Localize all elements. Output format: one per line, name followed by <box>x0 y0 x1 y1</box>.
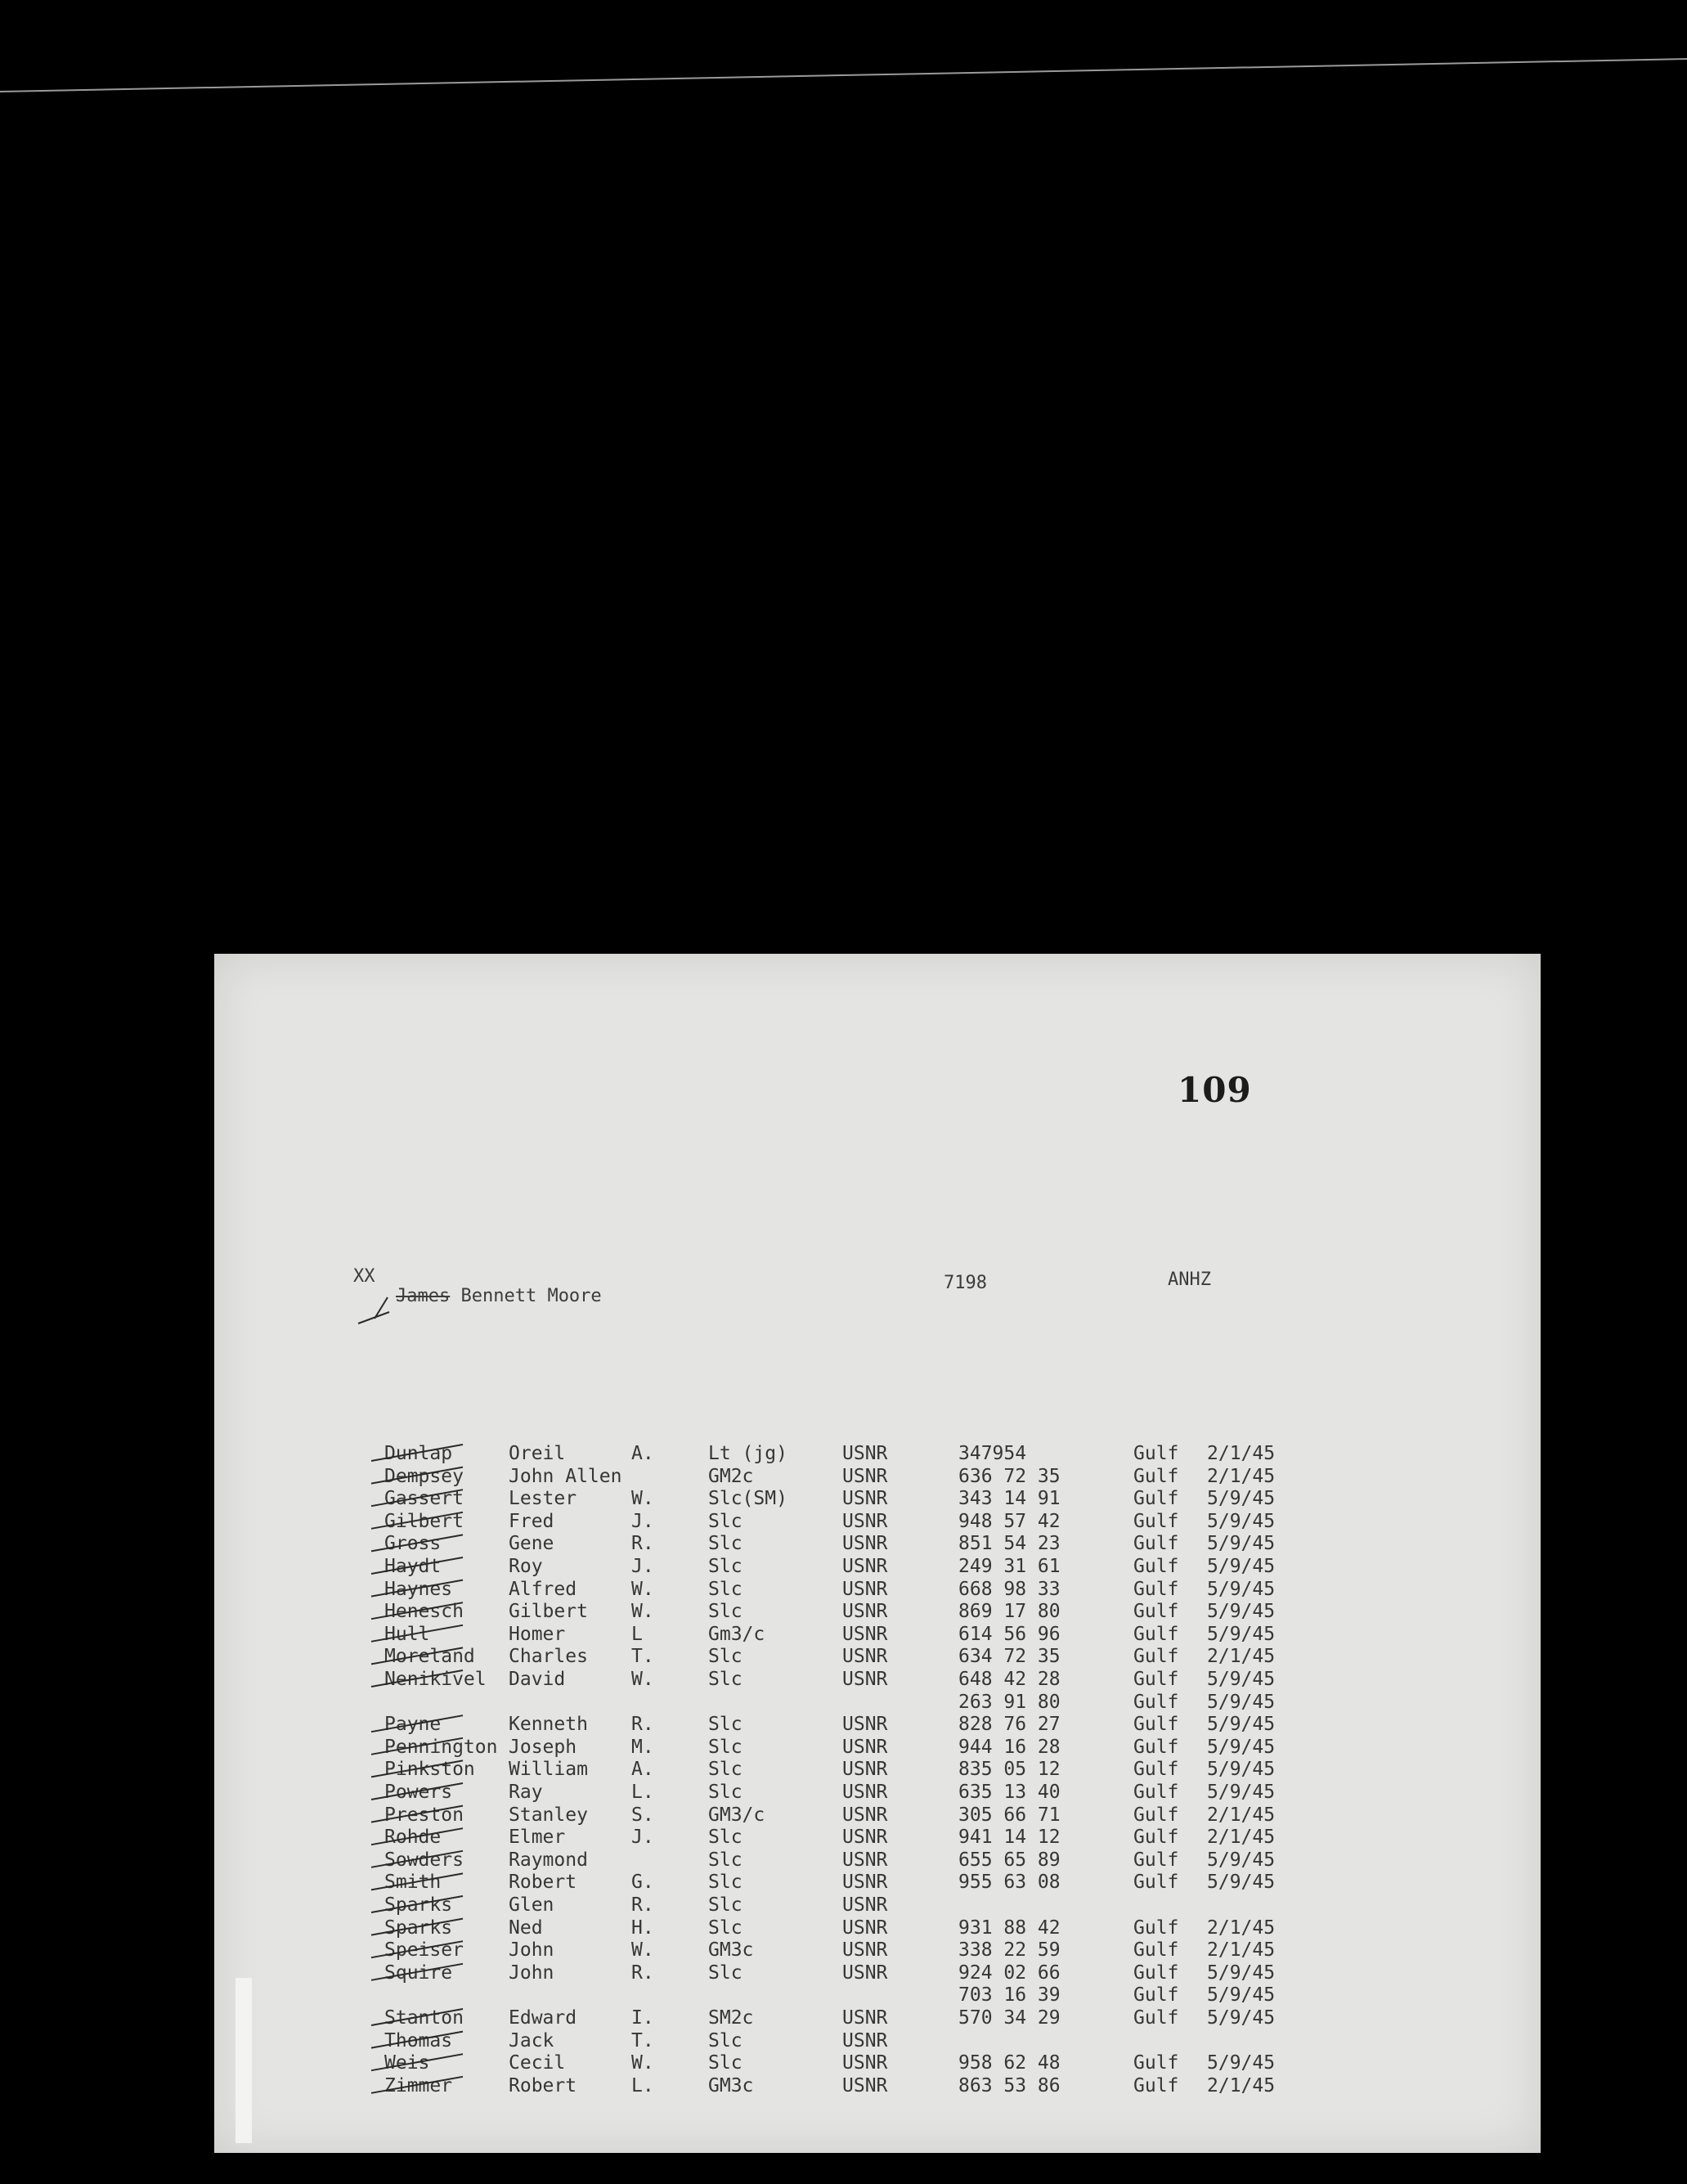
cell-rate: GM3c <box>708 1939 754 1962</box>
cell-surname: Gilbert <box>384 1510 464 1532</box>
cell-service: USNR <box>842 1601 888 1623</box>
cell-initial: S. <box>631 1804 654 1826</box>
cell-surname: Smith <box>384 1872 442 1894</box>
header-name-struck: James <box>396 1286 451 1306</box>
cell-first-name: David <box>509 1669 566 1690</box>
cell-initial: T. <box>631 2029 654 2051</box>
cell-date: 5/9/45 <box>1207 1533 1276 1555</box>
cell-initial: A. <box>631 1759 654 1781</box>
cell-rate: Slc <box>708 2052 743 2074</box>
cell-first-name: Alfred <box>509 1578 577 1600</box>
cell-service-number: 636 72 35 <box>958 1465 1061 1487</box>
cell-initial: W. <box>631 1578 654 1600</box>
cell-service-number: 869 17 80 <box>958 1601 1061 1623</box>
cell-surname: Preston <box>384 1804 464 1826</box>
cell-location: Gulf <box>1133 1714 1179 1736</box>
cell-rate: Slc <box>708 1646 743 1668</box>
cell-rate: Slc <box>708 2029 743 2051</box>
paper-edge-strip <box>236 1978 252 2143</box>
cell-rate: Slc(SM) <box>708 1488 787 1510</box>
cell-service-number: 668 98 33 <box>958 1578 1061 1600</box>
cell-date: 2/1/45 <box>1207 2074 1276 2096</box>
cell-service-number: 835 05 12 <box>958 1759 1061 1781</box>
cell-date: 5/9/45 <box>1207 1623 1276 1645</box>
cell-date: 5/9/45 <box>1207 1510 1276 1532</box>
cell-service-number: 343 14 91 <box>958 1488 1061 1510</box>
cell-initial: L. <box>631 2074 654 2096</box>
cell-location: Gulf <box>1133 1533 1179 1555</box>
cell-service: USNR <box>842 1894 888 1916</box>
cell-first-name: Kenneth <box>509 1714 588 1736</box>
cell-date: 5/9/45 <box>1207 1488 1276 1510</box>
cell-service-number: 338 22 59 <box>958 1939 1061 1962</box>
cell-surname: Dempsey <box>384 1465 464 1487</box>
cell-service: USNR <box>842 1510 888 1532</box>
cell-rate: GM3c <box>708 2074 754 2096</box>
cell-service: USNR <box>842 1939 888 1962</box>
cell-service-number: 948 57 42 <box>958 1510 1061 1532</box>
cell-first-name: John Allen <box>509 1465 622 1487</box>
cell-initial: T. <box>631 1646 654 1668</box>
cell-first-name: Gilbert <box>509 1601 588 1623</box>
cell-location: Gulf <box>1133 1939 1179 1962</box>
cell-date: 2/1/45 <box>1207 1646 1276 1668</box>
cell-service: USNR <box>842 1488 888 1510</box>
cell-first-name: Robert <box>509 2074 577 2096</box>
cell-surname: Thomas <box>384 2029 453 2051</box>
cell-service: USNR <box>842 1646 888 1668</box>
cell-service: USNR <box>842 1759 888 1781</box>
cell-surname: Dunlap <box>384 1443 453 1464</box>
cell-service-number: 634 72 35 <box>958 1646 1061 1668</box>
cell-service: USNR <box>842 1465 888 1487</box>
cell-surname: Henesch <box>384 1601 464 1623</box>
cell-service-number: 958 62 48 <box>958 2052 1061 2074</box>
cell-rate: Slc <box>708 1849 743 1871</box>
cell-service-number: 347954 <box>958 1443 1027 1464</box>
cell-surname: Weis <box>384 2052 430 2074</box>
cell-date: 5/9/45 <box>1207 1691 1276 1713</box>
cell-service: USNR <box>842 2052 888 2074</box>
cell-service-number: 931 88 42 <box>958 1917 1061 1939</box>
cell-date: 5/9/45 <box>1207 1601 1276 1623</box>
cell-date: 5/9/45 <box>1207 1759 1276 1781</box>
cell-service: USNR <box>842 1827 888 1849</box>
cell-rate: SM2c <box>708 2007 754 2029</box>
cell-service: USNR <box>842 1962 888 1984</box>
cell-first-name: Lester <box>509 1488 577 1510</box>
cell-first-name: John <box>509 1962 554 1984</box>
cell-service-number: 305 66 71 <box>958 1804 1061 1826</box>
cell-service-number: 648 42 28 <box>958 1669 1061 1690</box>
cell-service-number: 635 13 40 <box>958 1782 1061 1803</box>
cell-service-number: 924 02 66 <box>958 1962 1061 1984</box>
cell-location: Gulf <box>1133 1601 1179 1623</box>
cell-rate: Slc <box>708 1736 743 1758</box>
cell-surname: Squire <box>384 1962 453 1984</box>
cell-location: Gulf <box>1133 1984 1179 2006</box>
cell-service: USNR <box>842 1872 888 1894</box>
cell-rate: Slc <box>708 1962 743 1984</box>
cell-date: 5/9/45 <box>1207 1556 1276 1577</box>
cell-rate: Slc <box>708 1872 743 1894</box>
cell-first-name: Joseph <box>509 1736 577 1758</box>
cell-first-name: Oreil <box>509 1443 566 1464</box>
header-mark: XX <box>353 1266 375 1287</box>
cell-rate: Slc <box>708 1510 743 1532</box>
cell-date: 5/9/45 <box>1207 1782 1276 1803</box>
cell-initial: L. <box>631 1782 654 1803</box>
cell-location: Gulf <box>1133 1443 1179 1464</box>
cell-rate: Slc <box>708 1533 743 1555</box>
cell-first-name: Glen <box>509 1894 554 1916</box>
cell-date: 2/1/45 <box>1207 1804 1276 1826</box>
cell-first-name: Elmer <box>509 1827 566 1849</box>
cell-surname: Rohde <box>384 1827 442 1849</box>
cell-surname: Zimmer <box>384 2074 453 2096</box>
cell-location: Gulf <box>1133 1736 1179 1758</box>
cell-surname: Gassert <box>384 1488 464 1510</box>
cell-date: 5/9/45 <box>1207 1736 1276 1758</box>
cell-service: USNR <box>842 1736 888 1758</box>
cell-surname: Haydt <box>384 1556 442 1577</box>
cell-surname: Haynes <box>384 1578 453 1600</box>
cell-location: Gulf <box>1133 1827 1179 1849</box>
cell-first-name: Raymond <box>509 1849 588 1871</box>
cell-date: 5/9/45 <box>1207 1714 1276 1736</box>
cell-service: USNR <box>842 2074 888 2096</box>
cell-first-name: Stanley <box>509 1804 588 1826</box>
cell-first-name: Charles <box>509 1646 588 1668</box>
cell-rate: Slc <box>708 1669 743 1690</box>
cell-service: USNR <box>842 1623 888 1645</box>
cell-rate: Slc <box>708 1556 743 1577</box>
cell-first-name: Homer <box>509 1623 566 1645</box>
cell-initial: I. <box>631 2007 654 2029</box>
cell-initial: J. <box>631 1556 654 1577</box>
cell-rate: GM2c <box>708 1465 754 1487</box>
cell-location: Gulf <box>1133 1917 1179 1939</box>
cell-initial: W. <box>631 1939 654 1962</box>
cell-first-name: John <box>509 1939 554 1962</box>
cell-date: 5/9/45 <box>1207 1578 1276 1600</box>
cell-location: Gulf <box>1133 1691 1179 1713</box>
cell-location: Gulf <box>1133 1872 1179 1894</box>
cell-service-number: 828 76 27 <box>958 1714 1061 1736</box>
cell-surname: Gross <box>384 1533 442 1555</box>
cell-rate: Slc <box>708 1917 743 1939</box>
cell-location: Gulf <box>1133 1556 1179 1577</box>
cell-date: 5/9/45 <box>1207 1872 1276 1894</box>
cell-initial: L <box>631 1623 643 1645</box>
cell-first-name: Roy <box>509 1556 543 1577</box>
cell-surname: Nenikivel <box>384 1669 487 1690</box>
cell-surname: Powers <box>384 1782 453 1803</box>
cell-first-name: Fred <box>509 1510 554 1532</box>
cell-service: USNR <box>842 1533 888 1555</box>
cell-service: USNR <box>842 1782 888 1803</box>
cell-location: Gulf <box>1133 1465 1179 1487</box>
header-code: ANHZ <box>1168 1270 1211 1290</box>
cell-first-name: Robert <box>509 1872 577 1894</box>
cell-initial: M. <box>631 1736 654 1758</box>
cell-surname: Moreland <box>384 1646 475 1668</box>
cell-service: USNR <box>842 1714 888 1736</box>
cell-location: Gulf <box>1133 1782 1179 1803</box>
cell-surname: Pennington <box>384 1736 498 1758</box>
cell-service-number: 944 16 28 <box>958 1736 1061 1758</box>
cell-surname: Sparks <box>384 1894 453 1916</box>
cell-rate: Lt (jg) <box>708 1443 787 1464</box>
cell-service: USNR <box>842 2007 888 2029</box>
cell-service-number: 614 56 96 <box>958 1623 1061 1645</box>
cell-date: 2/1/45 <box>1207 1917 1276 1939</box>
cell-location: Gulf <box>1133 2074 1179 2096</box>
cell-initial: R. <box>631 1894 654 1916</box>
cell-location: Gulf <box>1133 1623 1179 1645</box>
cell-location: Gulf <box>1133 1646 1179 1668</box>
cell-location: Gulf <box>1133 1510 1179 1532</box>
cell-date: 2/1/45 <box>1207 1465 1276 1487</box>
cell-location: Gulf <box>1133 1849 1179 1871</box>
cell-service: USNR <box>842 1917 888 1939</box>
cell-surname: Sowders <box>384 1849 464 1871</box>
cell-service: USNR <box>842 1804 888 1826</box>
cell-surname: Sparks <box>384 1917 453 1939</box>
cell-service-number: 655 65 89 <box>958 1849 1061 1871</box>
cell-initial: W. <box>631 1488 654 1510</box>
cell-surname: Hull <box>384 1623 430 1645</box>
cell-first-name: Edward <box>509 2007 577 2029</box>
cell-initial: R. <box>631 1962 654 1984</box>
header-name-text: Bennett Moore <box>460 1286 602 1306</box>
cell-first-name: Ned <box>509 1917 543 1939</box>
cell-rate: Slc <box>708 1714 743 1736</box>
cell-initial: R. <box>631 1533 654 1555</box>
document-page <box>214 954 1541 2153</box>
cell-rate: Slc <box>708 1578 743 1600</box>
cell-surname: Payne <box>384 1714 442 1736</box>
cell-date: 5/9/45 <box>1207 1984 1276 2006</box>
cell-rate: Slc <box>708 1759 743 1781</box>
cell-date: 2/1/45 <box>1207 1827 1276 1849</box>
cell-service-number: 863 53 86 <box>958 2074 1061 2096</box>
cell-date: 5/9/45 <box>1207 2007 1276 2029</box>
page-number: 109 <box>1178 1070 1252 1110</box>
cell-date: 5/9/45 <box>1207 2052 1276 2074</box>
cell-service-number: 851 54 23 <box>958 1533 1061 1555</box>
cell-surname: Speiser <box>384 1939 464 1962</box>
cell-first-name: Cecil <box>509 2052 566 2074</box>
cell-rate: GM3/c <box>708 1804 765 1826</box>
cell-service: USNR <box>842 1849 888 1871</box>
cell-initial: H. <box>631 1917 654 1939</box>
cell-date: 5/9/45 <box>1207 1669 1276 1690</box>
cell-date: 2/1/45 <box>1207 1443 1276 1464</box>
cell-service: USNR <box>842 1556 888 1577</box>
cell-date: 5/9/45 <box>1207 1849 1276 1871</box>
cell-rate: Slc <box>708 1894 743 1916</box>
cell-rate: Slc <box>708 1827 743 1849</box>
cell-first-name: William <box>509 1759 588 1781</box>
cell-service: USNR <box>842 2029 888 2051</box>
header-number: 7198 <box>944 1273 987 1293</box>
cell-service: USNR <box>842 1578 888 1600</box>
cell-location: Gulf <box>1133 1669 1179 1690</box>
cell-location: Gulf <box>1133 1759 1179 1781</box>
cell-service: USNR <box>842 1669 888 1690</box>
cell-first-name: Ray <box>509 1782 543 1803</box>
cell-rate: Slc <box>708 1601 743 1623</box>
cell-location: Gulf <box>1133 1488 1179 1510</box>
cell-initial: R. <box>631 1714 654 1736</box>
cell-service-number: 955 63 08 <box>958 1872 1061 1894</box>
cell-service-number: 570 34 29 <box>958 2007 1061 2029</box>
roster-table <box>214 954 1541 2153</box>
scan-top-rule <box>0 57 1687 93</box>
cell-initial: W. <box>631 1669 654 1690</box>
cell-date: 2/1/45 <box>1207 1939 1276 1962</box>
cell-service-number: 703 16 39 <box>958 1984 1061 2006</box>
cell-rate: Slc <box>708 1782 743 1803</box>
cell-initial: A. <box>631 1443 654 1464</box>
cell-surname: Pinkston <box>384 1759 475 1781</box>
cell-location: Gulf <box>1133 2052 1179 2074</box>
cell-first-name: Gene <box>509 1533 554 1555</box>
cell-initial: J. <box>631 1510 654 1532</box>
cell-service-number: 941 14 12 <box>958 1827 1061 1849</box>
cell-service: USNR <box>842 1443 888 1464</box>
cell-surname: Stanton <box>384 2007 464 2029</box>
cell-service-number: 249 31 61 <box>958 1556 1061 1577</box>
cell-rate: Gm3/c <box>708 1623 765 1645</box>
cell-initial: W. <box>631 1601 654 1623</box>
cell-location: Gulf <box>1133 1578 1179 1600</box>
cell-service-number: 263 91 80 <box>958 1691 1061 1713</box>
cell-initial: J. <box>631 1827 654 1849</box>
cell-date: 5/9/45 <box>1207 1962 1276 1984</box>
cell-initial: G. <box>631 1872 654 1894</box>
cell-location: Gulf <box>1133 2007 1179 2029</box>
cell-initial: W. <box>631 2052 654 2074</box>
cell-location: Gulf <box>1133 1804 1179 1826</box>
cell-location: Gulf <box>1133 1962 1179 1984</box>
cell-first-name: Jack <box>509 2029 554 2051</box>
